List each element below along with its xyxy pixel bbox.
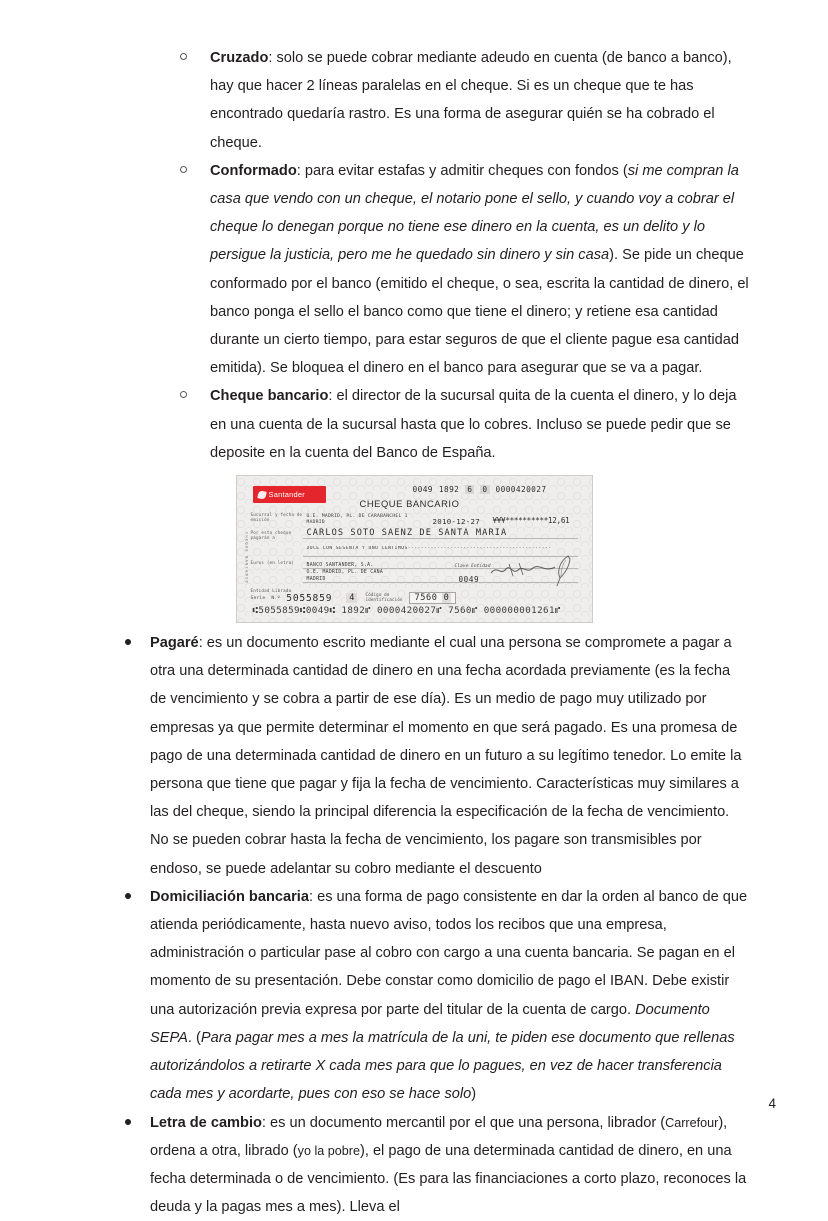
body-domiciliacion-italic: Para pagar mes a mes la matrícula de la uni, te piden ese documento que rellenas autorizándolos a retirarte X cada mes para que lo pagues, en vez de hacer transferencia cada mes y acordarte, pues con eso se hace solo <box>150 1030 735 1102</box>
cheque-bottom-row <box>251 590 578 606</box>
cheque-micr-line: ⑆5055859⑆0049⑆ 1892⑈ 0000420027⑈ 7560⑈ 000000001261⑈ <box>253 605 582 616</box>
signature-icon <box>489 562 557 578</box>
rule-1 <box>303 538 578 539</box>
list-item-pagare <box>50 629 778 883</box>
rule-2 <box>303 556 578 557</box>
cheque-serial-dc: 4 <box>346 593 357 603</box>
term-conformado: Conformado <box>210 163 297 179</box>
branch-address-line1: O.E. MADRID, PL. DE CARABANCHEL 1 <box>307 514 408 520</box>
term-cheque-bancario: Cheque bancario <box>210 388 328 404</box>
term-domiciliacion: Domiciliación bancaria <box>150 889 309 905</box>
body-domiciliacion-part2: . ( <box>188 1030 201 1046</box>
code-office: 0049 <box>413 485 433 494</box>
code-dc1: 6 <box>465 485 474 494</box>
body-cheque-bancario: : el director de la sucursal quita de la cuenta el dinero, y lo deja en una cuenta de la sucursal hasta que lo cobres. Incluso se puede pedir que se deposite en la cuenta del Banco de España. <box>210 388 736 460</box>
cheque-amount-in-words: DOCE CON SESENTA Y UNO CENTIMOS-------------------------------------------- <box>307 546 576 551</box>
sub-bullet-list <box>50 44 778 467</box>
body-conformado-part2: ). Se pide un cheque conformado por el banco (emitido el cheque, o sea, escrita la cantidad de dinero, el banco ponga el sello el banco como que tiene el dinero; y retiene esa cantidad durante un cierto tiempo, para estar seguros de que el cliente pague esa cantidad emitida). Se bloquea el dinero en el banco para asegurar que se va a pagar. <box>210 247 749 376</box>
code-dc2: 0 <box>480 485 489 494</box>
label-pagaran-a: Por esta cheque pagarán a <box>251 530 305 540</box>
santander-logo-text: Santander <box>269 490 305 499</box>
term-pagare: Pagaré <box>150 635 199 651</box>
cheque-code-row <box>413 485 547 494</box>
clave-entidad-label: Clave Entidad <box>455 564 491 569</box>
label-euros-letra: Euros (en letra) <box>251 560 295 565</box>
cheque-bank-block <box>307 562 384 583</box>
list-item-domiciliacion-bancaria <box>50 883 778 1109</box>
body-domiciliacion-sepa: Documento SEPA <box>150 1002 710 1046</box>
hollow-bullet-icon <box>180 391 187 398</box>
body-domiciliacion-part1: : es una forma de pago consistente en dar la orden al banco de que atienda periódicamente, hasta nuevo aviso, todos los recibos que una empresa, administración o particular pase al cobro con cargo a una cuenta bancaria. Se pagan en el momento de su presentación. Debe constar como domicilio de pago el IBAN. Debe existir una autorización previa expresa por parte del titular de la cuenta de cargo. <box>150 889 747 1018</box>
body-conformado-italic: si me compran la casa que vendo con un cheque, el notario pone el sello, y cuando voy a cobrar el cheque lo denegan porque no tiene ese dinero en la cuenta, es un delito y lo persigue la justicia, pero me he quedado sin dinero y sin casa <box>210 163 739 264</box>
body-letra-part3: ), el pago de una determinada cantidad de dinero, en una fecha determinada o de vencimiento. (Es para las financiaciones a corto plazo, reconoces la deuda y la pagas mes a mes). Lleva el <box>150 1143 746 1215</box>
bank-address-1: O.E. MADRID, PL. DE CANA <box>307 569 384 576</box>
cid-dc: 0 <box>442 593 452 603</box>
cheque-title: CHEQUE BANCARIO <box>360 498 460 509</box>
code-branch: 1892 <box>439 485 459 494</box>
cheque-figure <box>50 475 778 623</box>
body-letra-small2: yo la pobre <box>298 1144 360 1158</box>
body-letra-part1: : es un documento mercantil por el que una persona, librador ( <box>262 1115 665 1131</box>
label-sucursal-fecha: Sucursal y fecha de emisión <box>251 512 305 522</box>
serie-label: Serie <box>251 596 266 601</box>
code-account: 0000420027 <box>496 485 547 494</box>
hollow-bullet-icon <box>180 53 187 60</box>
cheque-date: 2010-12-27 <box>433 517 481 526</box>
term-letra-de-cambio: Letra de cambio <box>150 1115 262 1131</box>
cheque-branch-address <box>307 514 408 526</box>
cheque-payee: CARLOS SOTO SAENZ DE SANTA MARIA <box>307 528 508 538</box>
list-item-cruzado <box>50 44 778 157</box>
santander-flame-icon <box>257 490 266 499</box>
branch-address-line2: MADRID <box>307 520 408 526</box>
cheque-amount: ¥¥¥**********12,61 <box>493 516 570 525</box>
bank-address-2: MADRID <box>307 576 384 583</box>
cheque-image <box>236 475 593 623</box>
filled-bullet-icon <box>125 1119 131 1125</box>
clave-entidad-value: 0049 <box>459 575 480 584</box>
body-letra-part2: ), ordena a otra, librado ( <box>150 1115 727 1159</box>
codigo-identificacion-label: Código de identificación <box>365 593 401 603</box>
numero-label: N.º <box>271 596 280 601</box>
body-domiciliacion-part3: ) <box>471 1086 476 1102</box>
filled-bullet-icon <box>125 893 131 899</box>
quill-pen-icon <box>553 554 575 588</box>
main-bullet-list <box>50 629 778 1221</box>
filled-bullet-icon <box>125 639 131 645</box>
bank-name: BANCO SANTANDER, S.A. <box>307 562 384 569</box>
santander-logo <box>253 486 326 503</box>
hollow-bullet-icon <box>180 166 187 173</box>
cheque-vertical-note: CHEQUE BANCARIO <box>245 532 249 584</box>
codigo-identificacion-value <box>409 592 456 604</box>
list-item-letra-de-cambio <box>50 1109 778 1221</box>
body-conformado-part1: : para evitar estafas y admitir cheques con fondos ( <box>297 163 628 179</box>
body-letra-small1: Carrefour <box>665 1116 718 1130</box>
body-pagare: : es un documento escrito mediante el cual una persona se compromete a pagar a otra una determinada cantidad de dinero en una fecha acordada previamente (es la fecha de vencimiento y se cobra a partir de ese día). Es un medio de pago muy utilizado por empresas ya que permite determinar el momento en que será pagado. Es una promesa de pago de una determinada cantidad de dinero en un futuro a su legítimo tenedor. Lo emite la persona que tiene que pagar y fija la fecha de vencimiento. Características muy similares a las del cheque, siendo la principal diferencia la especificación de la fecha de vencimiento. No se pueden cobrar hasta la fecha de vencimiento, los pagare son transmisibles por endoso, se puede adelantar su cobro mediante el descuento <box>150 635 741 877</box>
body-cruzado: : solo se puede cobrar mediante adeudo en cuenta (de banco a banco), hay que hacer 2 líneas paralelas en el cheque. Si es un cheque que te has encontrado quedaría rastro. Es una forma de asegurar quién se ha cobrado el cheque. <box>210 50 732 151</box>
page-number: 4 <box>768 1096 776 1111</box>
list-item-cheque-bancario <box>50 382 778 467</box>
cheque-serial-number: 5055859 <box>286 593 332 604</box>
term-cruzado: Cruzado <box>210 50 268 66</box>
cid-number: 7560 <box>414 593 437 603</box>
label-entidad-librada: Entidad Librada <box>251 588 292 593</box>
list-item-conformado <box>50 157 778 383</box>
